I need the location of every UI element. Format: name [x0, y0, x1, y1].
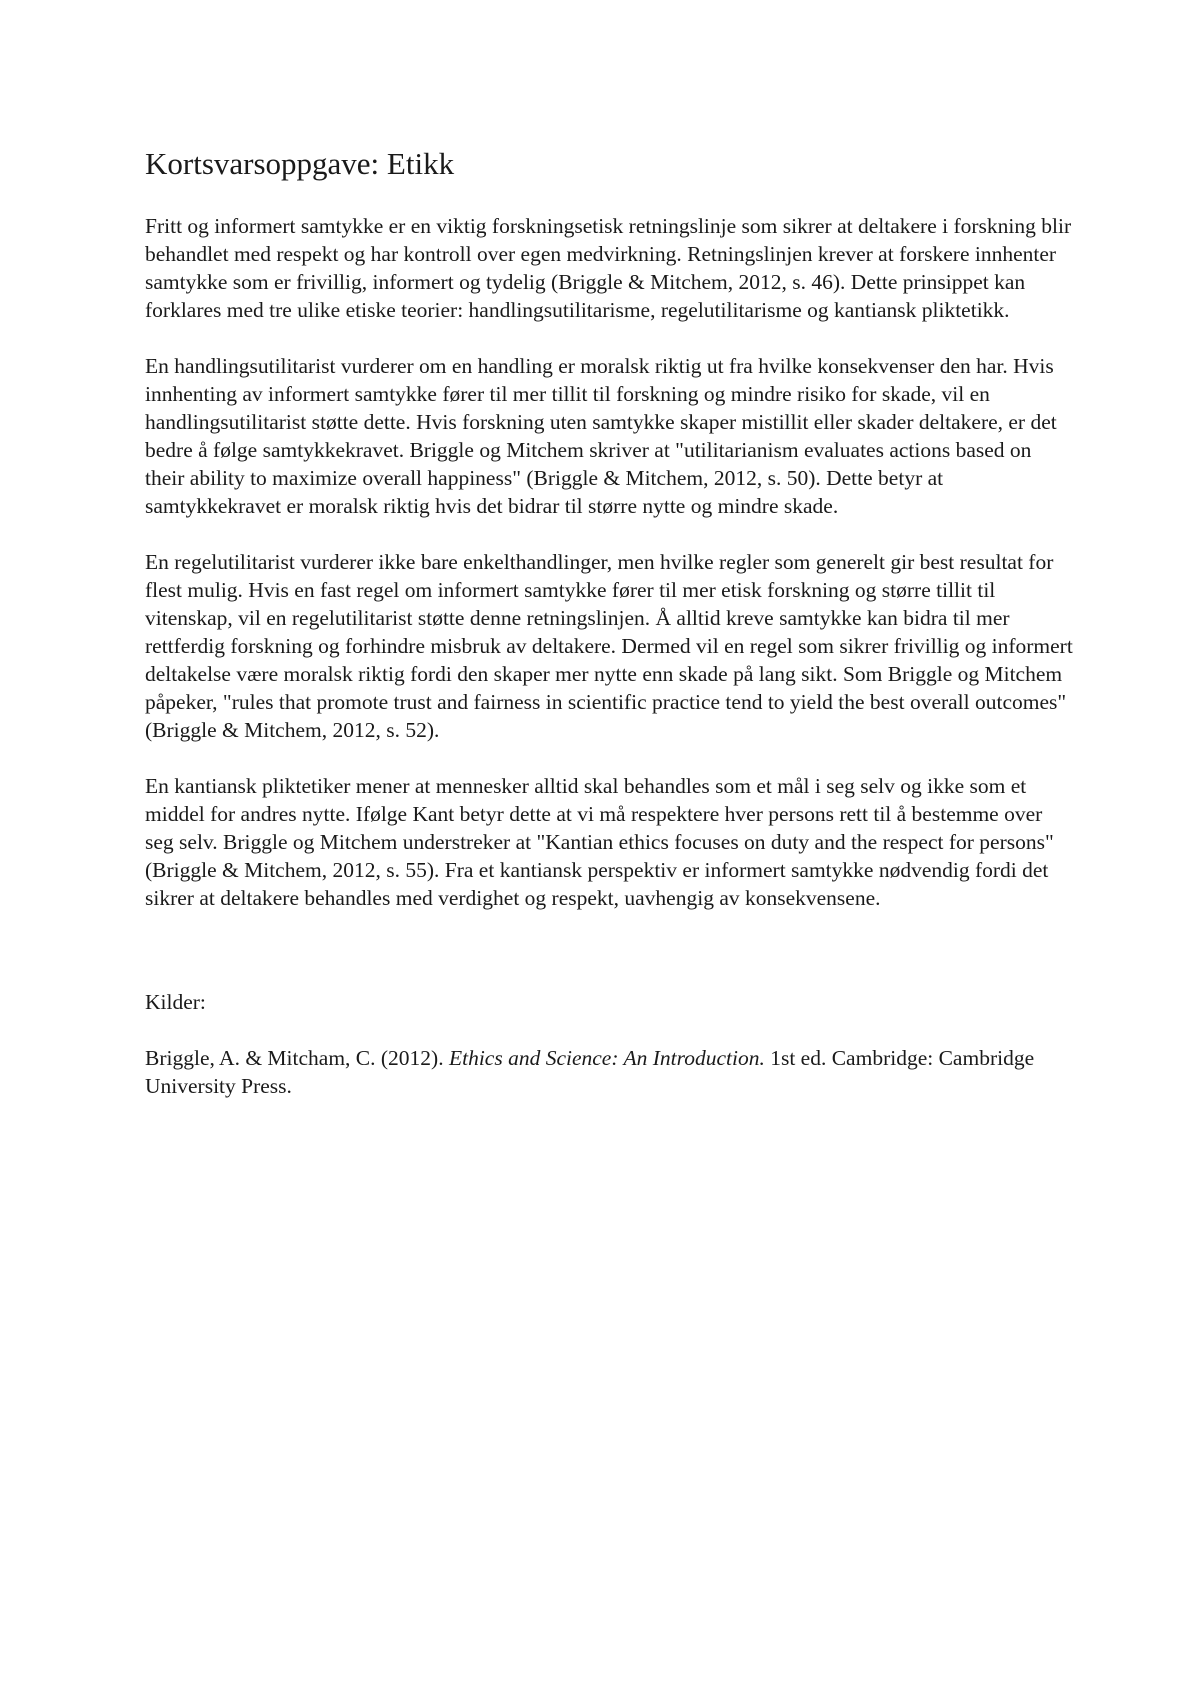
paragraph-rule-utilitarianism: En regelutilitarist vurderer ikke bare enkelthandlinger, men hvilke regler som generelt gir best resultat for flest mulig. Hvis en fast regel om informert samtykke fører til mer etisk forskning og større tillit til vitenskap, vil en regelutilitarist støtte denne retningslinjen. Å alltid kreve samtykke kan bidra til mer rettferdig forskning og forhindre misbruk av deltakere. Dermed vil en regel som sikrer frivillig og informert deltakelse være moralsk riktig fordi den skaper mer nytte enn skade på lang sikt. Som Briggle og Mitchem påpeker, "rules that promote trust and fairness in scientific practice tend to yield the best overall outcomes" (Briggle & Mitchem, 2012, s. 52).	[145, 550, 1073, 742]
document-page	[145, 146, 1075, 1100]
reference-authors-year: Briggle, A. & Mitcham, C. (2012).	[145, 1046, 449, 1070]
sources-heading: Kilder:	[145, 990, 206, 1014]
reference-book-title: Ethics and Science: An Introduction.	[448, 1046, 765, 1070]
paragraph-act-utilitarianism: En handlingsutilitarist vurderer om en handling er moralsk riktig ut fra hvilke konsekvenser den har. Hvis innhenting av informert samtykke fører til mer tillit til forskning og mindre risiko for skade, vil en handlingsutilitarist støtte dette. Hvis forskning uten samtykke skaper mistillit eller skader deltakere, er det bedre å følge samtykkekravet. Briggle og Mitchem skriver at "utilitarianism evaluates actions based on their ability to maximize overall happiness" (Briggle & Mitchem, 2012, s. 50). Dette betyr at samtykkekravet er moralsk riktig hvis det bidrar til større nytte og mindre skade.	[145, 354, 1057, 518]
paragraph-kantian-ethics: En kantiansk pliktetiker mener at mennesker alltid skal behandles som et mål i seg selv og ikke som et middel for andres nytte. Ifølge Kant betyr dette at vi må respektere hver persons rett til å bestemme over seg selv. Briggle og Mitchem understreker at "Kantian ethics focuses on duty and the respect for persons" (Briggle & Mitchem, 2012, s. 55). Fra et kantiansk perspektiv er informert samtykke nødvendig fordi det sikrer at deltakere behandles med verdighet og respekt, uavhengig av konsekvensene.	[145, 774, 1054, 910]
reference-entry	[145, 1044, 1075, 1100]
reference-publisher: 1st ed. Cambridge: Cambridge University Press.	[145, 1046, 1035, 1098]
paragraph-intro: Fritt og informert samtykke er en viktig forskningsetisk retningslinje som sikrer at deltakere i forskning blir behandlet med respekt og har kontroll over egen medvirkning. Retningslinjen krever at forskere innhenter samtykke som er frivillig, informert og tydelig (Briggle & Mitchem, 2012, s. 46). Dette prinsippet kan forklares med tre ulike etiske teorier: handlingsutilitarisme, regelutilitarisme og kantiansk pliktetikk.	[145, 214, 1072, 322]
document-title: Kortsvarsoppgave: Etikk	[145, 146, 455, 181]
